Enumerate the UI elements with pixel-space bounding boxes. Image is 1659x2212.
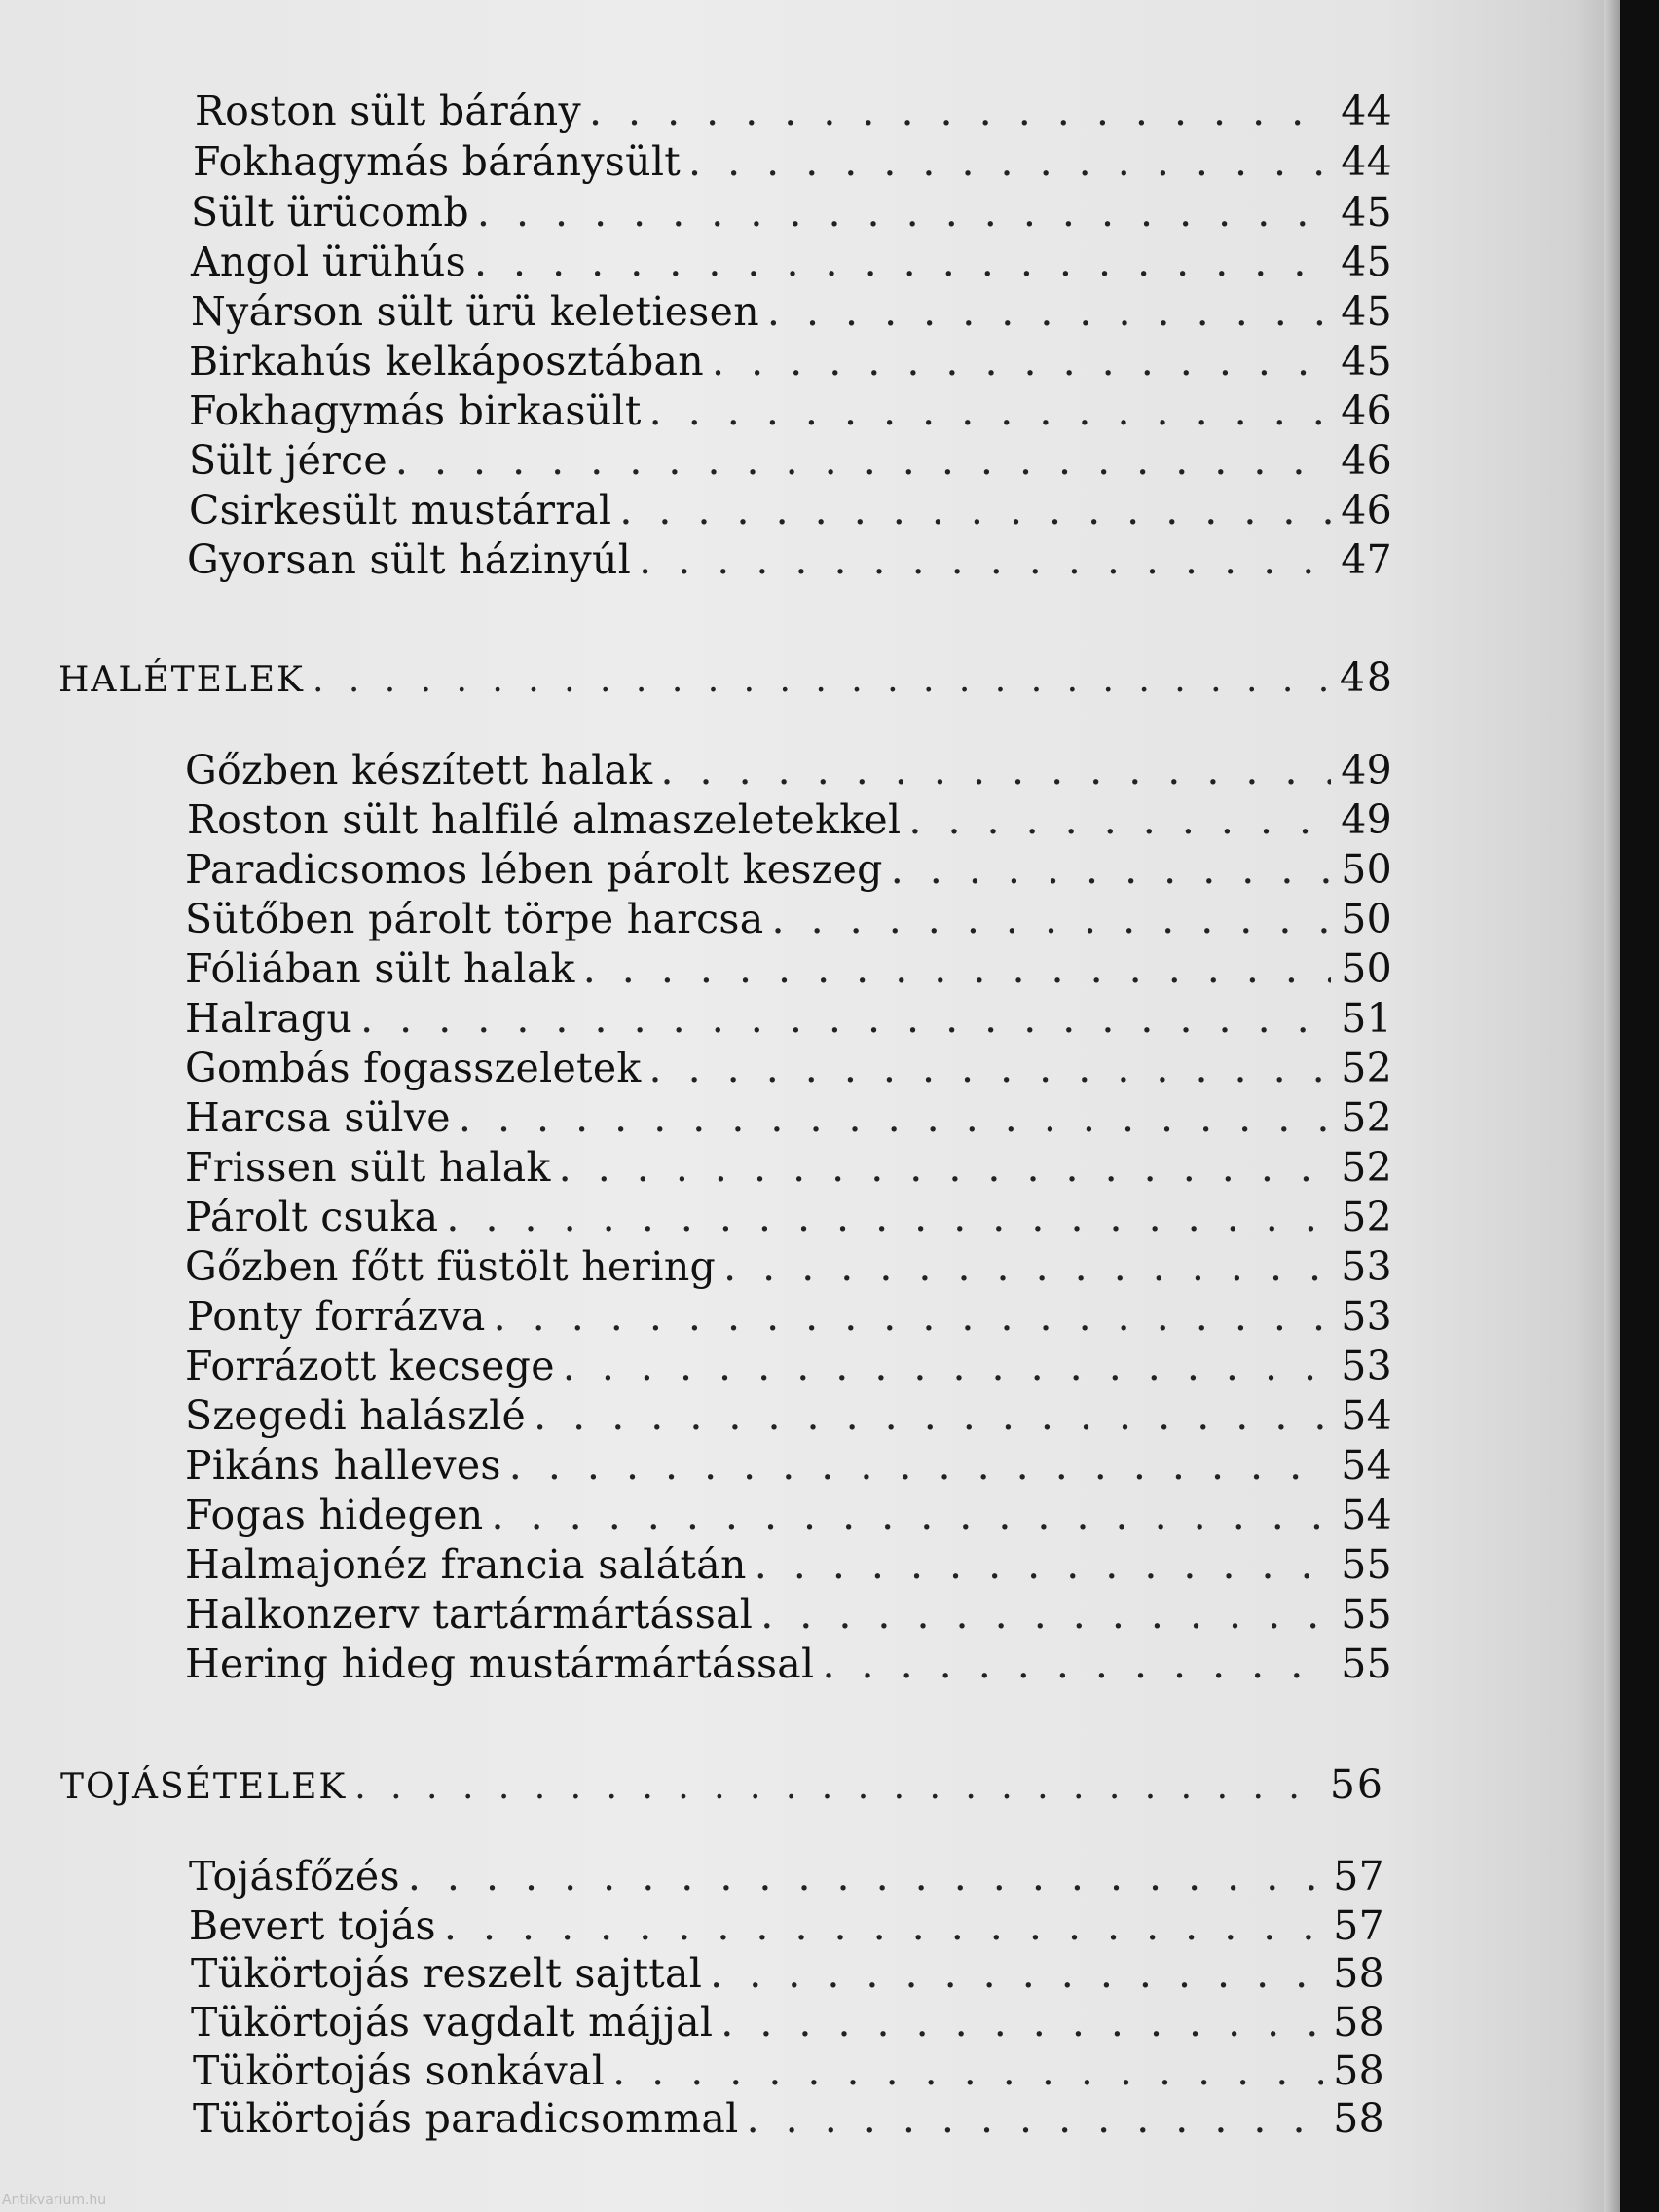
leader-dots: [313, 655, 1330, 706]
toc-entry: [189, 485, 1392, 535]
toc-entry-page: 54: [1341, 1442, 1392, 1489]
leader-dots: [908, 794, 1331, 845]
toc-entry-title: Frissen sült halak: [185, 1144, 551, 1191]
toc-entry-page: 58: [1333, 1999, 1384, 2046]
toc-entry-page: 54: [1341, 1392, 1392, 1439]
toc-entry-title: Fóliában sült halak: [185, 945, 575, 992]
toc-entry: [193, 2093, 1384, 2144]
toc-entry-page: 49: [1341, 747, 1392, 793]
leader-dots: [747, 2093, 1324, 2144]
toc-entry: [185, 1440, 1392, 1491]
toc-entry: [189, 1851, 1384, 1901]
toc-entry-title: Harcsa sülve: [185, 1094, 451, 1141]
toc-entry-title: Pikáns halleves: [185, 1442, 501, 1489]
toc-entry-page: 50: [1341, 846, 1392, 893]
leader-dots: [760, 1589, 1331, 1640]
toc-entry: [191, 237, 1392, 287]
toc-entry: [185, 1589, 1392, 1640]
toc-entry-title: Halmajonéz francia salátán: [185, 1541, 747, 1588]
toc-section-tojasetelek: [60, 1759, 1384, 1810]
toc-entry: [193, 136, 1392, 187]
leader-dots: [767, 286, 1331, 337]
leader-dots: [360, 993, 1331, 1044]
leader-dots: [494, 1291, 1332, 1342]
leader-dots: [619, 485, 1331, 535]
toc-entry: [185, 894, 1392, 944]
toc-entry-title: Tükörtojás reszelt sajttal: [191, 1950, 703, 1997]
toc-entry-page: 58: [1333, 2095, 1384, 2142]
toc-entry-page: 44: [1341, 138, 1392, 185]
toc-entry-page: 52: [1341, 1094, 1392, 1141]
section-page: 48: [1339, 654, 1394, 701]
toc-section-haletelek: [58, 652, 1394, 703]
toc-entry: [185, 1390, 1392, 1441]
toc-entry: [195, 86, 1392, 136]
toc-entry-title: Forrázott kecsege: [185, 1343, 555, 1389]
leader-dots: [589, 86, 1331, 136]
toc-entry-page: 54: [1341, 1492, 1392, 1538]
toc-entry-title: Párolt csuka: [185, 1194, 439, 1240]
watermark: Antikvarium.hu: [2, 2193, 107, 2208]
toc-entry: [185, 1192, 1392, 1242]
toc-entry-title: Tükörtojás vagdalt májjal: [191, 1999, 714, 2046]
toc-entry-title: Angol ürühús: [191, 239, 466, 285]
leader-dots: [612, 2046, 1323, 2096]
leader-dots: [559, 1142, 1332, 1193]
toc-entry-title: Sült jérce: [189, 437, 387, 484]
toc-entry-title: Fokhagymás báránysült: [193, 138, 682, 185]
toc-entry: [193, 2046, 1384, 2096]
toc-entry-title: Csirkesült mustárral: [189, 487, 612, 534]
toc-entry-title: Sült ürücomb: [191, 189, 469, 236]
leader-dots: [891, 844, 1332, 895]
toc-entry-page: 52: [1341, 1045, 1392, 1091]
leader-dots: [408, 1851, 1323, 1901]
toc-entry-title: Fokhagymás birkasült: [189, 387, 642, 434]
toc-entry-title: Tükörtojás sonkával: [193, 2047, 606, 2094]
toc-entry-page: 53: [1341, 1293, 1392, 1340]
toc-entry-page: 57: [1333, 1902, 1384, 1949]
toc-entry: [185, 1142, 1392, 1193]
leader-dots: [563, 1341, 1331, 1391]
toc-entry: [189, 1900, 1384, 1951]
toc-entry: [189, 386, 1392, 436]
toc-entry-page: 51: [1341, 995, 1392, 1042]
toc-entry-page: 47: [1341, 536, 1392, 583]
toc-entry-page: 45: [1341, 239, 1392, 285]
toc-entry: [187, 535, 1392, 585]
leader-dots: [474, 237, 1331, 287]
toc-entry-page: 52: [1341, 1144, 1392, 1191]
toc-entry-title: Halkonzerv tartármártással: [185, 1591, 754, 1638]
toc-entry-title: Szegedi halászlé: [185, 1392, 527, 1439]
toc-entry: [191, 1948, 1384, 1999]
toc-entry-page: 46: [1341, 387, 1392, 434]
toc-entry: [185, 1639, 1392, 1689]
leader-dots: [688, 136, 1331, 187]
toc-entry-page: 55: [1341, 1641, 1392, 1687]
toc-entry-page: 46: [1341, 437, 1392, 484]
toc-entry: [185, 844, 1392, 895]
leader-dots: [509, 1440, 1331, 1491]
toc-entry-page: 53: [1341, 1243, 1392, 1290]
toc-entry: [185, 1341, 1392, 1391]
toc-entry-page: 58: [1333, 1950, 1384, 1997]
leader-dots: [354, 1762, 1320, 1813]
toc-entry: [185, 1043, 1392, 1093]
toc-entry-title: Paradicsomos lében párolt keszeg: [185, 846, 883, 893]
toc-entry-page: 55: [1341, 1591, 1392, 1638]
toc-entry: [191, 1997, 1384, 2047]
toc-entry-page: 58: [1333, 2047, 1384, 2094]
toc-entry-page: 55: [1341, 1541, 1392, 1588]
toc-entry-page: 50: [1341, 896, 1392, 942]
leader-dots: [822, 1639, 1331, 1689]
toc-entry-title: Birkahús kelkáposztában: [189, 338, 705, 385]
toc-entry-page: 50: [1341, 945, 1392, 992]
toc-entry: [185, 1092, 1392, 1143]
toc-entry-title: Gőzben főtt füstölt hering: [185, 1243, 717, 1290]
leader-dots: [639, 535, 1331, 585]
toc-entry: [185, 943, 1392, 994]
toc-entry-title: Tojásfőzés: [189, 1853, 400, 1899]
leader-dots: [710, 1948, 1323, 1999]
toc-entry: [185, 993, 1392, 1044]
toc-entry-title: Roston sült halfilé almaszeletekkel: [187, 796, 902, 843]
toc-entry-title: Ponty forrázva: [187, 1293, 486, 1340]
section-title: TOJÁSÉTELEK: [60, 1767, 348, 1807]
toc-entry-title: Fogas hidegen: [185, 1492, 484, 1538]
book-spine-shadow: [1620, 0, 1659, 2212]
toc-entry-title: Gőzben készített halak: [185, 747, 653, 793]
toc-entry-page: 45: [1341, 338, 1392, 385]
toc-entry: [185, 1539, 1392, 1590]
toc-entry-title: Gyorsan sült házinyúl: [187, 536, 632, 583]
leader-dots: [444, 1900, 1323, 1951]
leader-dots: [446, 1192, 1331, 1242]
toc-entry-page: 44: [1341, 88, 1392, 134]
toc-entry-title: Gombás fogasszeletek: [185, 1045, 642, 1091]
section-page: 56: [1329, 1761, 1384, 1808]
toc-entry-page: 45: [1341, 288, 1392, 335]
toc-entry-title: Sütőben párolt törpe harcsa: [185, 896, 764, 942]
toc-entry: [191, 187, 1392, 238]
toc-entry: [185, 1490, 1392, 1540]
toc-entry-title: Halragu: [185, 995, 353, 1042]
leader-dots: [649, 386, 1332, 436]
leader-dots: [660, 745, 1331, 795]
toc-entry-page: 49: [1341, 796, 1392, 843]
toc-entry: [185, 745, 1392, 795]
leader-dots: [772, 894, 1332, 944]
toc-entry: [185, 1241, 1392, 1292]
leader-dots: [583, 943, 1332, 994]
toc-entry: [191, 286, 1392, 337]
toc-entry: [187, 1291, 1392, 1342]
leader-dots: [459, 1092, 1331, 1143]
leader-dots: [723, 1241, 1331, 1292]
section-title: HALÉTELEK: [58, 660, 305, 700]
leader-dots: [712, 336, 1331, 387]
leader-dots: [477, 187, 1331, 238]
toc-entry: [189, 435, 1392, 486]
toc-entry-page: 52: [1341, 1194, 1392, 1240]
toc-entry-page: 45: [1341, 189, 1392, 236]
leader-dots: [534, 1390, 1331, 1441]
toc-entry-title: Nyárson sült ürü keletiesen: [191, 288, 759, 335]
toc-entry: [189, 336, 1392, 387]
toc-entry-title: Hering hideg mustármártással: [185, 1641, 815, 1687]
leader-dots: [755, 1539, 1332, 1590]
toc-entry-title: Tükörtojás paradicsommal: [193, 2095, 739, 2142]
toc-entry-title: Roston sült bárány: [195, 88, 581, 134]
toc-entry-page: 53: [1341, 1343, 1392, 1389]
toc-entry-page: 57: [1333, 1853, 1384, 1899]
leader-dots: [649, 1043, 1332, 1093]
leader-dots: [492, 1490, 1332, 1540]
toc-entry-page: 46: [1341, 487, 1392, 534]
leader-dots: [720, 1997, 1323, 2047]
toc-entry-title: Bevert tojás: [189, 1902, 436, 1949]
leader-dots: [395, 435, 1331, 486]
toc-entry: [187, 794, 1392, 845]
